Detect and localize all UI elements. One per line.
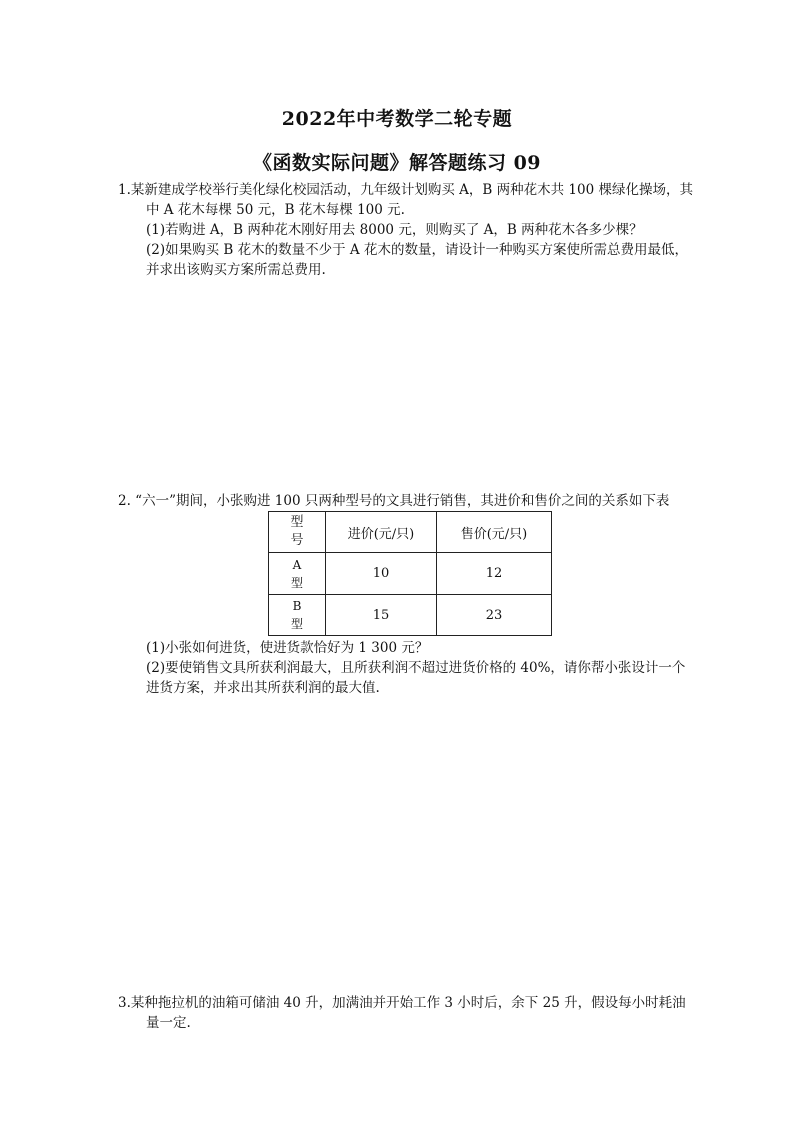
header-model-top: 型 bbox=[290, 515, 304, 530]
q1-sub1: (1)若购进 A，B 两种花木刚好用去 8000 元，则购买了 A，B 两种花木各多少棵？ bbox=[146, 222, 643, 238]
header-cost: 进价(元/只) bbox=[326, 512, 437, 553]
row-model bbox=[269, 553, 326, 595]
price-table bbox=[268, 511, 552, 636]
question-2-subs bbox=[118, 638, 698, 698]
table-row bbox=[269, 595, 552, 636]
row-cost: 15 bbox=[326, 595, 437, 636]
row-model-top: B bbox=[292, 599, 302, 613]
table-row bbox=[269, 553, 552, 595]
page-title: 2022年中考数学二轮专题 bbox=[281, 108, 513, 130]
q1-sub2-line2: 并求出该购买方案所需总费用. bbox=[146, 262, 326, 278]
question-2 bbox=[118, 491, 698, 511]
q2-sub2-line2: 进货方案，并求出其所获利润的最大值. bbox=[146, 680, 380, 696]
row-model bbox=[269, 595, 326, 636]
q3-stem-line1: 3.某种拖拉机的油箱可储油 40 升，加满油并开始工作 3 小时后，余下 25 升，假设每小时耗油 bbox=[118, 995, 686, 1011]
row-cost: 10 bbox=[326, 553, 437, 595]
row-model-bottom: 型 bbox=[290, 575, 303, 590]
page-subtitle: 《函数实际问题》解答题练习 09 bbox=[252, 152, 542, 174]
question-1 bbox=[118, 180, 698, 280]
header-price: 售价(元/只) bbox=[437, 512, 552, 553]
row-price: 12 bbox=[437, 553, 552, 595]
q2-stem-line1: 2. “六一”期间，小张购进 100 只两种型号的文具进行销售，其进价和售价之间的关系如下表 bbox=[118, 493, 670, 509]
q1-sub2-line1: (2)如果购买 B 花木的数量不少于 A 花木的数量，请设计一种购买方案使所需总费用最低， bbox=[146, 242, 688, 258]
q1-stem-line2: 中 A 花木每棵 50 元，B 花木每棵 100 元. bbox=[146, 202, 405, 218]
q1-stem-line1: 1.某新建成学校举行美化绿化校园活动，九年级计划购买 A，B 两种花木共 100 棵绿化操场，其 bbox=[118, 182, 693, 198]
q3-stem-line2: 量一定. bbox=[146, 1015, 191, 1031]
question-3 bbox=[118, 993, 698, 1033]
table-header-row bbox=[269, 512, 552, 553]
header-model bbox=[269, 512, 326, 553]
q2-sub2-line1: (2)要使销售文具所获利润最大，且所获利润不超过进货价格的 40%，请你帮小张设计一个 bbox=[146, 660, 686, 676]
header-model-bottom: 号 bbox=[290, 533, 304, 548]
q2-sub1: (1)小张如何进货，使进货款恰好为 1 300 元？ bbox=[146, 640, 429, 656]
row-model-bottom: 型 bbox=[290, 617, 303, 631]
row-model-top: A bbox=[292, 557, 302, 572]
row-price: 23 bbox=[437, 595, 552, 636]
